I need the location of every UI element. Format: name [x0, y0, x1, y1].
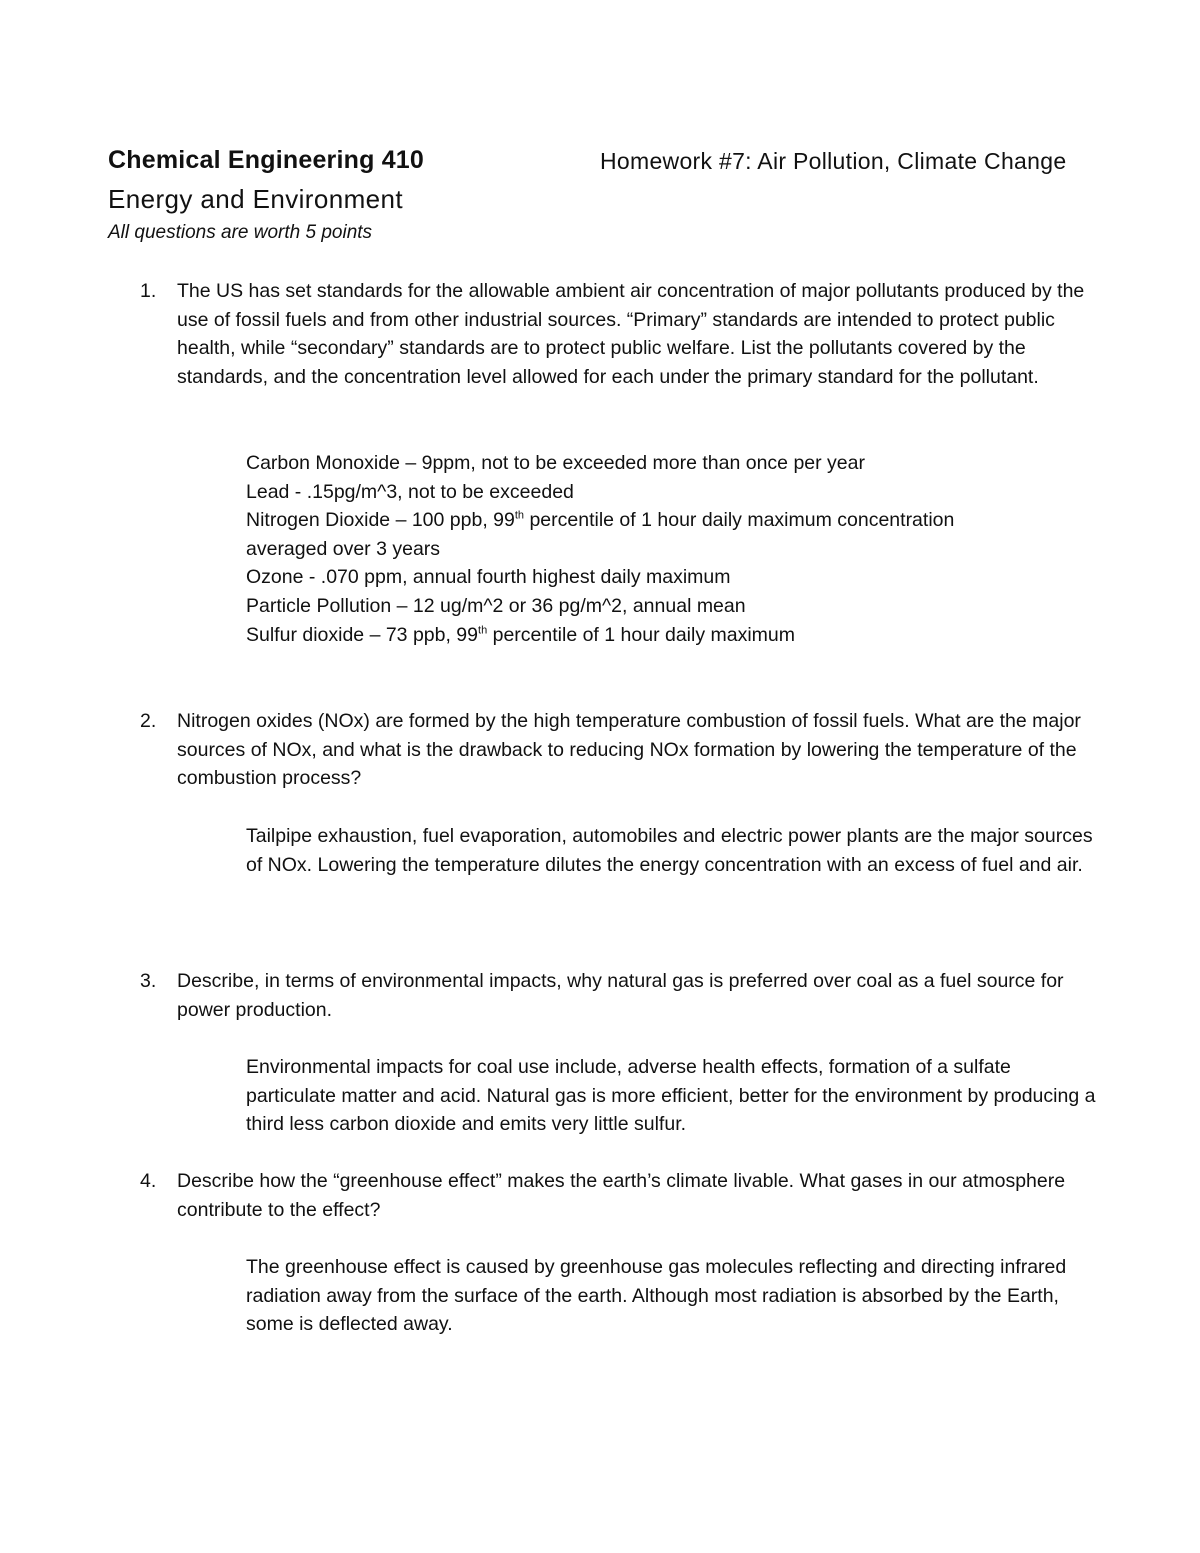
answer-4: The greenhouse effect is caused by greenhouse gas molecules reflecting and directing infrared radiation away from the surface of the earth. Although most radiation is absorbed by the Earth, some is deflected away. [246, 1256, 1067, 1336]
question-text: Describe, in terms of environmental impacts, why natural gas is preferred over coal as a fuel source for power production. [177, 970, 1064, 1021]
question-text: The US has set standards for the allowable ambient air concentration of major pollutants produced by the use of fossil fuels and from other industrial sources. “Primary” standards are intended to protect public health, while “secondary” standards are to protect public welfare. List the pollutants covered by the standards, and the concentration level allowed for each under the primary standard for the pollutant. [177, 280, 1085, 388]
no2-text: Nitrogen Dioxide – 100 ppb, 99 [246, 509, 515, 532]
so2-text: Sulfur dioxide – 73 ppb, 99 [246, 623, 479, 646]
question-2 [140, 707, 1100, 793]
course-subtitle: Energy and Environment [108, 184, 403, 214]
question-number: 4. [140, 1170, 157, 1192]
question-number: 2. [140, 710, 157, 732]
answer-line-sulfur-dioxide [246, 621, 1096, 650]
question-1 [140, 277, 1100, 391]
question-text: Describe how the “greenhouse effect” makes the earth’s climate livable. What gases in our atmosphere contribute to the effect? [177, 1170, 1066, 1221]
answer-line-lead: Lead - .15pg/m^3, not to be exceeded [246, 480, 574, 503]
course-title: Chemical Engineering 410 [108, 146, 425, 174]
question-4 [140, 1167, 1100, 1224]
answer-1 [246, 449, 1096, 649]
question-3 [140, 967, 1100, 1024]
answer-line-carbon-monoxide: Carbon Monoxide – 9ppm, not to be exceeded more than once per year [246, 452, 865, 474]
answer-line-particle-pollution: Particle Pollution – 12 ug/m^2 or 36 pg/m^2, annual mean [246, 594, 746, 617]
no2-superscript: th [514, 509, 525, 522]
question-text: Nitrogen oxides (NOx) are formed by the high temperature combustion of fossil fuels. What are the major sources of NOx, and what is the drawback to reducing NOx formation by lowering the temperature of the combustion process? [177, 710, 1081, 790]
answer-line-nitrogen-dioxide-cont: averaged over 3 years [246, 537, 441, 560]
answer-line-ozone: Ozone - .070 ppm, annual fourth highest daily maximum [246, 566, 731, 589]
answer-2: Tailpipe exhaustion, fuel evaporation, automobiles and electric power plants are the major sources of NOx. Lowering the temperature dilutes the energy concentration with an excess of fuel and air. [246, 825, 1093, 876]
no2-text-rest: percentile of 1 hour daily maximum concentration [524, 509, 955, 532]
so2-text-rest: percentile of 1 hour daily maximum [487, 623, 796, 646]
question-number: 3. [140, 970, 157, 992]
question-number: 1. [140, 280, 157, 302]
points-note: All questions are worth 5 points [108, 222, 373, 243]
so2-superscript: th [478, 624, 488, 637]
homework-title: Homework #7: Air Pollution, Climate Change [600, 148, 1067, 174]
answer-line-nitrogen-dioxide [246, 506, 1096, 535]
answer-3: Environmental impacts for coal use include, adverse health effects, formation of a sulfate particulate matter and acid. Natural gas is more efficient, better for the environment by producing a third less carbon dioxide and emits very little sulfur. [246, 1056, 1096, 1136]
